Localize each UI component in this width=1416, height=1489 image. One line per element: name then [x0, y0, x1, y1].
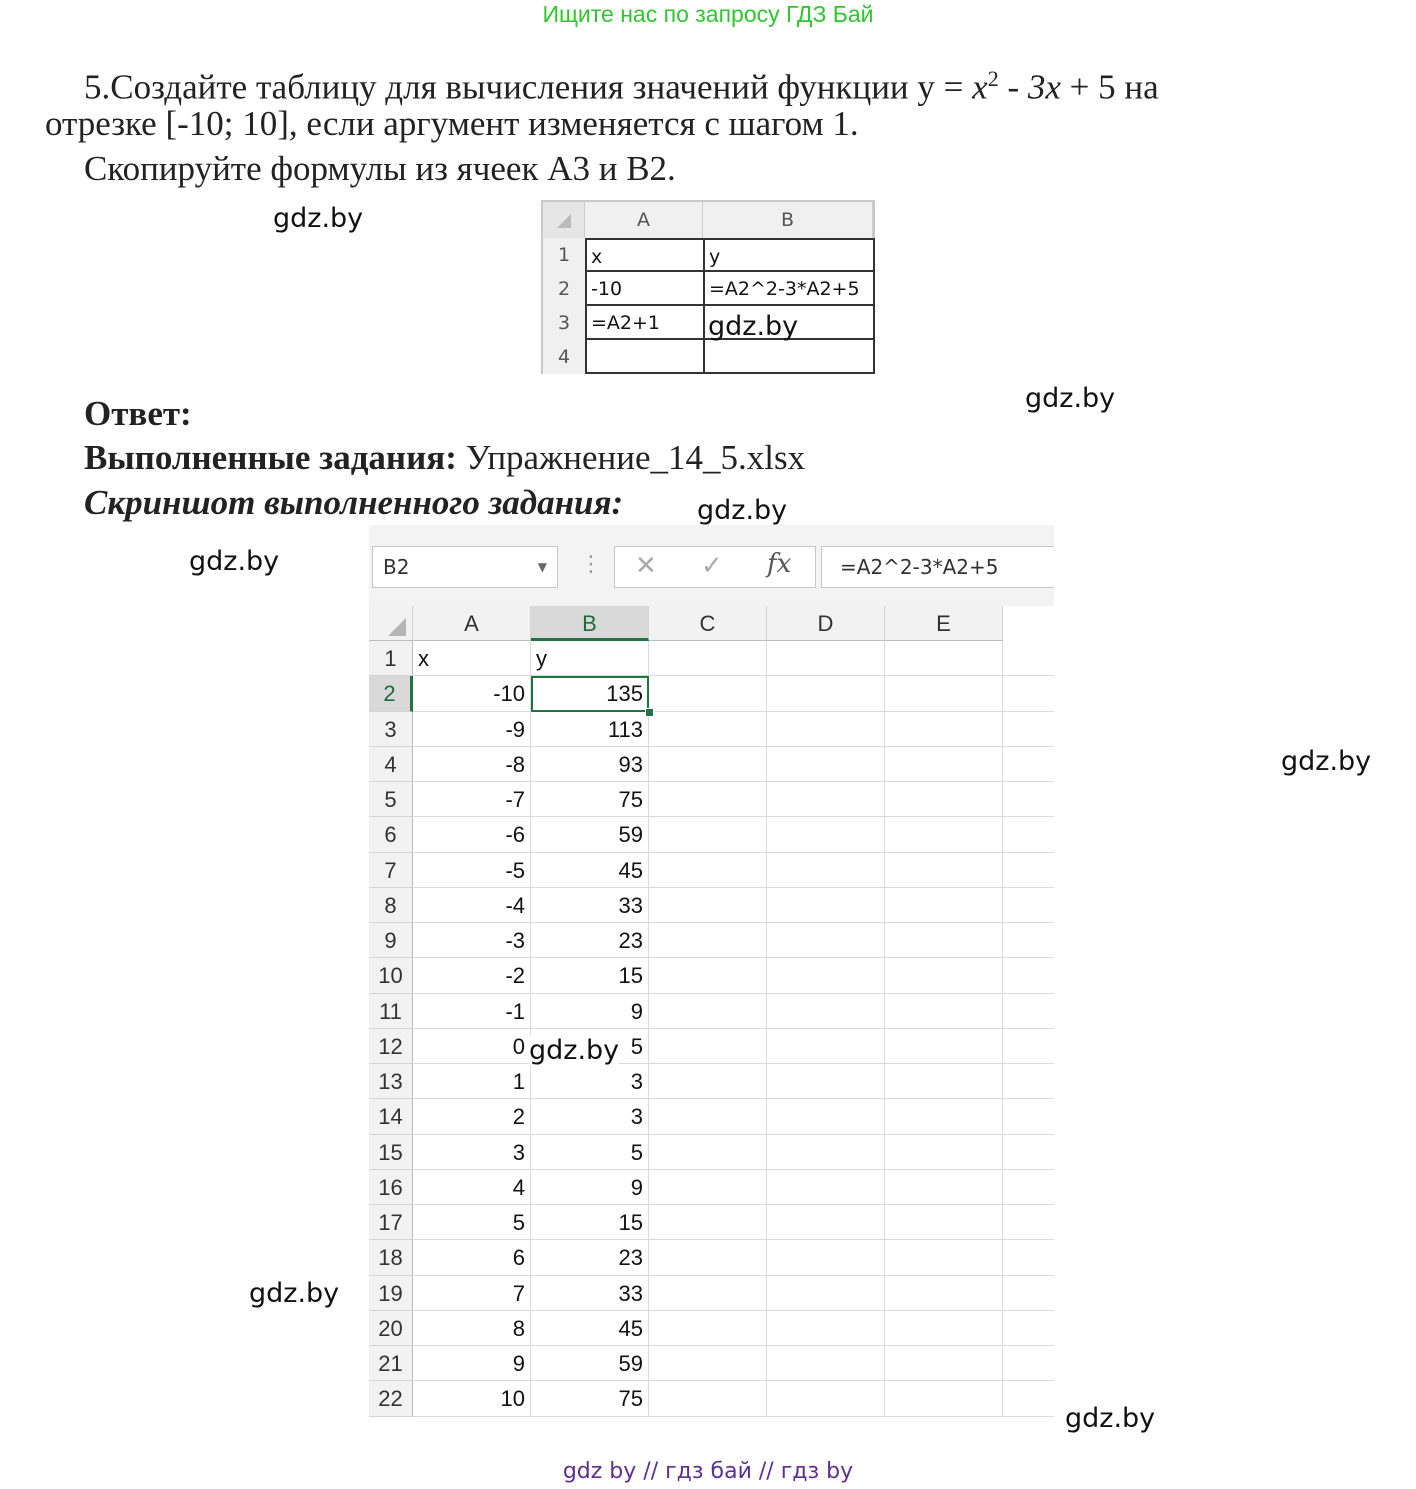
- task-var-x: x: [972, 67, 988, 107]
- grid-cell[interactable]: 2: [413, 1099, 531, 1134]
- grid-cell[interactable]: -2: [413, 958, 531, 993]
- grid-cell[interactable]: [885, 1029, 1003, 1064]
- footer-links[interactable]: gdz by // гдз бай // гдз by: [562, 1459, 854, 1484]
- grid-cell[interactable]: [885, 923, 1003, 958]
- row-header[interactable]: 12: [369, 1029, 413, 1064]
- grid-cell[interactable]: [767, 1205, 885, 1240]
- grid-cell[interactable]: -7: [413, 782, 531, 817]
- enter-icon[interactable]: ✓: [701, 551, 723, 581]
- grid-cell[interactable]: 23: [531, 923, 649, 958]
- grid-cell[interactable]: 0: [413, 1029, 531, 1064]
- grid-cell[interactable]: -5: [413, 853, 531, 888]
- watermark: gdz.by: [273, 203, 364, 234]
- reference-cell: [585, 340, 703, 374]
- task-line-3: Скопируйте формулы из ячеек А3 и В2.: [84, 149, 676, 188]
- watermark: gdz.by: [189, 546, 280, 577]
- grid-cell[interactable]: [1003, 1311, 1054, 1346]
- grid-cell[interactable]: -3: [413, 923, 531, 958]
- row-header[interactable]: 22: [369, 1381, 413, 1416]
- reference-cell: =A2+1: [585, 306, 703, 340]
- spreadsheet-grid: [369, 606, 1054, 1421]
- grid-cell[interactable]: [649, 1240, 767, 1275]
- row-header[interactable]: 3: [369, 712, 413, 747]
- grid-cell[interactable]: [1003, 782, 1054, 817]
- grid-cell[interactable]: [1003, 958, 1054, 993]
- row-header[interactable]: 6: [369, 817, 413, 852]
- row-header[interactable]: 14: [369, 1099, 413, 1134]
- row-header[interactable]: 7: [369, 853, 413, 888]
- watermark: gdz.by: [249, 1278, 340, 1309]
- row-header[interactable]: 16: [369, 1170, 413, 1205]
- grid-cell[interactable]: [885, 1381, 1003, 1416]
- grid-cell[interactable]: [649, 888, 767, 923]
- grid-cell[interactable]: [885, 994, 1003, 1029]
- grid-cell[interactable]: [649, 853, 767, 888]
- answer-label: Ответ:: [84, 394, 192, 433]
- grid-cell[interactable]: [767, 1064, 885, 1099]
- row-header[interactable]: 17: [369, 1205, 413, 1240]
- row-header[interactable]: 8: [369, 888, 413, 923]
- grid-cell[interactable]: -9: [413, 712, 531, 747]
- grid-cell[interactable]: 75: [531, 1381, 649, 1416]
- grid-cell[interactable]: [1003, 1099, 1054, 1134]
- completed-tasks: [84, 436, 805, 480]
- reference-corner: [543, 202, 585, 238]
- grid-cell[interactable]: [885, 747, 1003, 782]
- row-header[interactable]: 9: [369, 923, 413, 958]
- fill-handle[interactable]: [645, 708, 654, 717]
- select-all-corner[interactable]: [369, 606, 413, 641]
- grid-cell[interactable]: [1003, 1135, 1054, 1170]
- grid-cell[interactable]: [767, 1099, 885, 1134]
- grid-cell[interactable]: 135: [531, 676, 649, 711]
- reference-row-header: 1: [543, 238, 585, 272]
- grid-cell[interactable]: [767, 1276, 885, 1311]
- reference-row-header: 2: [543, 272, 585, 306]
- grid-cell[interactable]: [1003, 817, 1054, 852]
- grid-cell[interactable]: -6: [413, 817, 531, 852]
- grid-cell[interactable]: 5: [531, 1029, 649, 1064]
- grid-cell[interactable]: 7: [413, 1276, 531, 1311]
- grid-cell[interactable]: 59: [531, 817, 649, 852]
- reference-cell: =A2^2-3*A2+5: [703, 272, 875, 306]
- grid-cell[interactable]: 4: [413, 1170, 531, 1205]
- grid-cell[interactable]: [767, 676, 885, 711]
- column-header-c[interactable]: C: [649, 606, 767, 641]
- grid-cell[interactable]: [885, 1135, 1003, 1170]
- grid-cell[interactable]: [885, 641, 1003, 676]
- formula-buttons: [614, 546, 816, 588]
- grid-cell[interactable]: [1003, 1205, 1054, 1240]
- column-header-d[interactable]: D: [767, 606, 885, 641]
- grid-cell[interactable]: [767, 923, 885, 958]
- row-header[interactable]: 20: [369, 1311, 413, 1346]
- reference-row-header: 4: [543, 340, 585, 374]
- watermark: gdz.by: [1281, 746, 1372, 777]
- reference-cell: y: [703, 238, 875, 272]
- grid-cell[interactable]: [767, 747, 885, 782]
- grid-cell[interactable]: 75: [531, 782, 649, 817]
- completed-tasks-label: Выполненные задания:: [84, 438, 457, 477]
- grid-cell[interactable]: [885, 1099, 1003, 1134]
- grid-cell[interactable]: [767, 782, 885, 817]
- grid-cell[interactable]: [649, 1276, 767, 1311]
- grid-cell[interactable]: 23: [531, 1240, 649, 1275]
- grid-cell[interactable]: [885, 1205, 1003, 1240]
- grid-cell[interactable]: [885, 712, 1003, 747]
- grid-cell[interactable]: [649, 676, 767, 711]
- grid-cell[interactable]: [649, 1311, 767, 1346]
- reference-col-a: A: [585, 202, 703, 238]
- completed-tasks-file: Упражнение_14_5.xlsx: [456, 438, 806, 477]
- grid-cell[interactable]: -8: [413, 747, 531, 782]
- grid-cell[interactable]: [1003, 1381, 1054, 1416]
- function-icon[interactable]: fx: [767, 549, 792, 579]
- grid-cell[interactable]: 8: [413, 1311, 531, 1346]
- grid-cell[interactable]: [649, 1135, 767, 1170]
- grid-cell[interactable]: [767, 1240, 885, 1275]
- grid-cell[interactable]: [885, 817, 1003, 852]
- watermark: gdz.by: [529, 1035, 620, 1066]
- formula-input[interactable]: =A2^2-3*A2+5: [821, 546, 1054, 588]
- grid-cell[interactable]: 113: [531, 712, 649, 747]
- grid-cell[interactable]: [649, 1381, 767, 1416]
- grid-cell[interactable]: [649, 747, 767, 782]
- grid-cell[interactable]: [1003, 747, 1054, 782]
- grid-cell[interactable]: [1003, 676, 1054, 711]
- reference-cell: -10: [585, 272, 703, 306]
- grid-cell[interactable]: 3: [413, 1135, 531, 1170]
- watermark: gdz.by: [1025, 383, 1116, 414]
- grid-cell[interactable]: [885, 1276, 1003, 1311]
- grid-cell[interactable]: 45: [531, 1311, 649, 1346]
- grid-cell[interactable]: [1003, 853, 1054, 888]
- column-header-e[interactable]: E: [885, 606, 1003, 641]
- grid-cell[interactable]: 45: [531, 853, 649, 888]
- grid-cell[interactable]: [885, 1240, 1003, 1275]
- task-line-1-prefix: 5.Создайте таблицу для вычисления значений функции y =: [84, 67, 973, 107]
- row-header[interactable]: 10: [369, 958, 413, 993]
- grid-cell[interactable]: 9: [413, 1346, 531, 1381]
- grid-cell[interactable]: [767, 853, 885, 888]
- row-header[interactable]: 5: [369, 782, 413, 817]
- more-options-icon[interactable]: ⋮: [580, 552, 602, 577]
- task-minus: -: [998, 67, 1028, 107]
- grid-cell[interactable]: [767, 817, 885, 852]
- grid-cell[interactable]: [1003, 1240, 1054, 1275]
- grid-cell[interactable]: [649, 1205, 767, 1240]
- grid-cell[interactable]: [649, 1346, 767, 1381]
- grid-cell[interactable]: x: [413, 641, 531, 676]
- watermark: gdz.by: [1065, 1403, 1156, 1434]
- grid-cell[interactable]: [649, 1170, 767, 1205]
- grid-cell[interactable]: 15: [531, 958, 649, 993]
- column-header-a[interactable]: A: [413, 606, 531, 641]
- grid-cell[interactable]: [1003, 1170, 1054, 1205]
- grid-cell[interactable]: [649, 782, 767, 817]
- grid-cell[interactable]: 3: [531, 1099, 649, 1134]
- grid-cell[interactable]: 6: [413, 1240, 531, 1275]
- grid-cell[interactable]: [885, 958, 1003, 993]
- grid-cell[interactable]: 5: [413, 1205, 531, 1240]
- name-box[interactable]: [372, 546, 558, 588]
- grid-cell[interactable]: [1003, 888, 1054, 923]
- grid-cell[interactable]: [1003, 1346, 1054, 1381]
- grid-cell[interactable]: [649, 958, 767, 993]
- task-line-1-suffix: + 5 на: [1060, 67, 1159, 107]
- grid-cell[interactable]: 33: [531, 1276, 649, 1311]
- task-line-2: отрезке [-10; 10], если аргумент изменяется с шагом 1.: [45, 104, 859, 143]
- name-box-value: B2: [383, 555, 410, 579]
- grid-cell[interactable]: [885, 1170, 1003, 1205]
- grid-cell[interactable]: [885, 782, 1003, 817]
- reference-cell: x: [585, 238, 703, 272]
- row-header[interactable]: 13: [369, 1064, 413, 1099]
- grid-cell[interactable]: [649, 923, 767, 958]
- grid-cell[interactable]: [1003, 1029, 1054, 1064]
- row-header[interactable]: 2: [369, 676, 413, 711]
- dropdown-arrow-icon[interactable]: ▼: [537, 560, 547, 574]
- grid-cell[interactable]: [767, 712, 885, 747]
- grid-cell[interactable]: [649, 712, 767, 747]
- grid-cell[interactable]: [885, 1346, 1003, 1381]
- grid-cell[interactable]: [885, 853, 1003, 888]
- grid-cell[interactable]: [767, 888, 885, 923]
- task-three-x: 3x: [1027, 67, 1061, 107]
- grid-cell[interactable]: [1003, 712, 1054, 747]
- top-banner[interactable]: Ищите нас по запросу ГДЗ Бай: [542, 1, 874, 27]
- grid-cell[interactable]: [767, 958, 885, 993]
- grid-cell[interactable]: [767, 1029, 885, 1064]
- grid-cell[interactable]: 1: [413, 1064, 531, 1099]
- grid-cell[interactable]: [767, 1346, 885, 1381]
- cancel-icon[interactable]: ✕: [635, 551, 657, 581]
- row-header[interactable]: 18: [369, 1240, 413, 1275]
- reference-cell: [703, 340, 875, 374]
- grid-cell[interactable]: -4: [413, 888, 531, 923]
- grid-cell[interactable]: 5: [531, 1135, 649, 1170]
- grid-cell[interactable]: 9: [531, 994, 649, 1029]
- reference-row-header: 3: [543, 306, 585, 340]
- grid-cell[interactable]: [885, 1311, 1003, 1346]
- grid-cell[interactable]: [885, 1064, 1003, 1099]
- grid-cell[interactable]: [767, 641, 885, 676]
- grid-cell[interactable]: [1003, 641, 1054, 676]
- grid-cell[interactable]: [1003, 923, 1054, 958]
- watermark: gdz.by: [708, 311, 799, 342]
- grid-cell[interactable]: 33: [531, 888, 649, 923]
- grid-cell[interactable]: [767, 1170, 885, 1205]
- grid-cell[interactable]: [767, 1135, 885, 1170]
- row-header[interactable]: 15: [369, 1135, 413, 1170]
- grid-cell[interactable]: [767, 994, 885, 1029]
- grid-cell[interactable]: [885, 676, 1003, 711]
- grid-cell[interactable]: 9: [531, 1170, 649, 1205]
- grid-cell[interactable]: [649, 1099, 767, 1134]
- grid-cell[interactable]: [767, 1311, 885, 1346]
- grid-cell[interactable]: [1003, 1064, 1054, 1099]
- grid-cell[interactable]: -1: [413, 994, 531, 1029]
- grid-cell[interactable]: [1003, 1276, 1054, 1311]
- column-header-b[interactable]: B: [531, 606, 649, 641]
- grid-cell[interactable]: y: [531, 641, 649, 676]
- grid-cell[interactable]: 59: [531, 1346, 649, 1381]
- grid-cell[interactable]: 93: [531, 747, 649, 782]
- row-header[interactable]: 21: [369, 1346, 413, 1381]
- grid-cell[interactable]: [649, 1029, 767, 1064]
- grid-cell[interactable]: 3: [531, 1064, 649, 1099]
- grid-cell[interactable]: [649, 817, 767, 852]
- grid-cell[interactable]: 15: [531, 1205, 649, 1240]
- reference-table: [541, 200, 875, 374]
- grid-cell[interactable]: -10: [413, 676, 531, 711]
- row-header[interactable]: 11: [369, 994, 413, 1029]
- grid-cell[interactable]: [649, 994, 767, 1029]
- grid-cell[interactable]: [885, 888, 1003, 923]
- task-exponent: 2: [987, 66, 999, 91]
- grid-cell[interactable]: 10: [413, 1381, 531, 1416]
- reference-col-b: B: [703, 202, 873, 238]
- grid-cell[interactable]: [1003, 994, 1054, 1029]
- row-header[interactable]: 19: [369, 1276, 413, 1311]
- grid-cell[interactable]: [649, 641, 767, 676]
- row-header[interactable]: 1: [369, 641, 413, 676]
- watermark: gdz.by: [697, 495, 788, 526]
- grid-cell[interactable]: [649, 1064, 767, 1099]
- grid-cell[interactable]: [767, 1381, 885, 1416]
- screenshot-label: Скриншот выполненного задания:: [84, 483, 624, 522]
- row-header[interactable]: 4: [369, 747, 413, 782]
